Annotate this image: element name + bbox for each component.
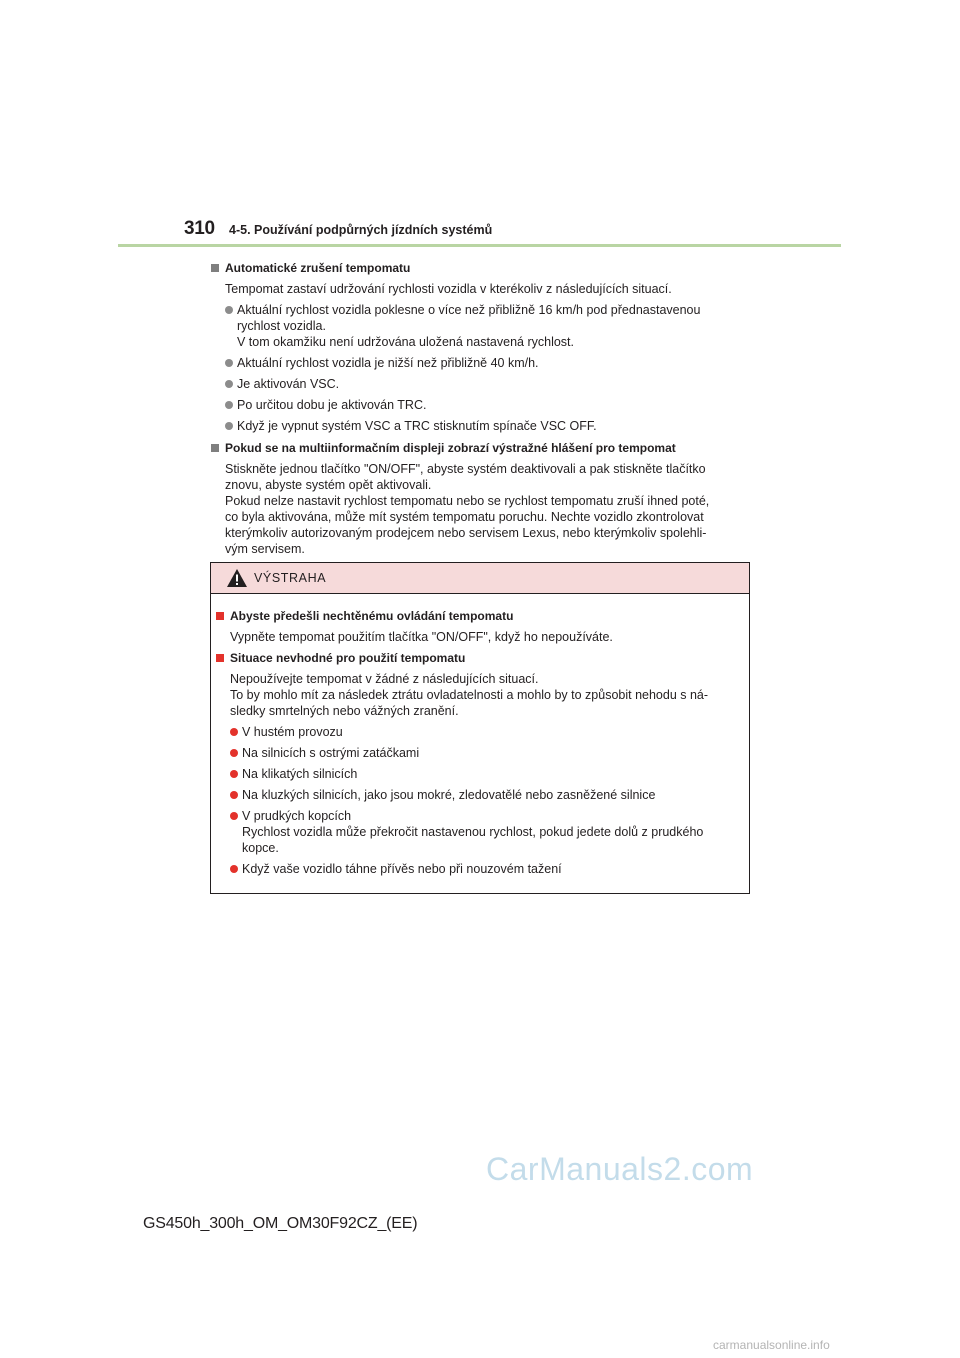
header-rule bbox=[118, 244, 841, 247]
list-item: Když je vypnut systém VSC a TRC stisknutím spínače VSC OFF. bbox=[225, 418, 755, 434]
section-heading-auto-cancel: Automatické zrušení tempomatu bbox=[210, 260, 755, 276]
warning-title: VÝSTRAHA bbox=[254, 571, 327, 585]
round-bullet-icon bbox=[230, 770, 238, 778]
round-bullet-icon bbox=[230, 865, 238, 873]
round-bullet-icon bbox=[230, 812, 238, 820]
warning-heading-situations: Situace nevhodné pro použití tempomatu bbox=[215, 650, 749, 666]
warning-bullet-list bbox=[215, 724, 749, 877]
warning-text: Nepoužívejte tempomat v žádné z následujících situací. To by mohlo mít za následek ztrátu ovladatelnosti a mohlo by to způsobit nehodu s ná- sledky smrtelných nebo vážných zranění. bbox=[230, 672, 709, 718]
document-code: GS450h_300h_OM_OM30F92CZ_(EE) bbox=[143, 1215, 418, 1232]
warning-triangle-icon bbox=[227, 569, 247, 587]
list-item: V prudkých kopcích Rychlost vozidla může překročit nastavenou rychlost, pokud jedete dolů z prudkého kopce. bbox=[230, 808, 749, 856]
round-bullet-icon bbox=[230, 791, 238, 799]
square-bullet-icon bbox=[211, 264, 219, 272]
list-item: Aktuální rychlost vozidla je nižší než přibližně 40 km/h. bbox=[225, 355, 755, 371]
list-item: Na klikatých silnicích bbox=[230, 766, 749, 782]
list-item: V hustém provozu bbox=[230, 724, 749, 740]
warning-text: Vypněte tempomat použitím tlačítka "ON/OFF", když ho nepoužíváte. bbox=[230, 630, 613, 644]
bullet-list bbox=[210, 302, 755, 434]
warning-heading-prevent: Abyste předešli nechtěnému ovládání tempomatu bbox=[215, 608, 749, 624]
round-bullet-icon bbox=[230, 749, 238, 757]
warning-header bbox=[211, 563, 749, 594]
list-item: Je aktivován VSC. bbox=[225, 376, 755, 392]
list-item: Aktuální rychlost vozidla poklesne o více než přibližně 16 km/h pod přednastavenou rychlost vozidla. V tom okamžiku není udržována uložená nastavená rychlost. bbox=[225, 302, 755, 350]
section-intro: Tempomat zastaví udržování rychlosti vozidla v kterékoliv z následujících situací. bbox=[225, 282, 672, 296]
square-bullet-icon bbox=[216, 612, 224, 620]
list-item: Na kluzkých silnicích, jako jsou mokré, zledovatělé nebo zasněžené silnice bbox=[230, 787, 749, 803]
section-heading-warning-message: Pokud se na multiinformačním displeji zobrazí výstražné hlášení pro tempomat bbox=[210, 440, 755, 456]
main-content bbox=[210, 256, 755, 557]
round-bullet-icon bbox=[225, 359, 233, 367]
page-header bbox=[0, 0, 960, 250]
round-bullet-icon bbox=[225, 422, 233, 430]
page-number: 310 bbox=[184, 218, 215, 239]
square-bullet-icon bbox=[216, 654, 224, 662]
round-bullet-icon bbox=[225, 401, 233, 409]
watermark-logo: CarManuals2.com bbox=[486, 1151, 754, 1187]
list-item: Po určitou dobu je aktivován TRC. bbox=[225, 397, 755, 413]
list-item: Na silnicích s ostrými zatáčkami bbox=[230, 745, 749, 761]
round-bullet-icon bbox=[230, 728, 238, 736]
section-body: Stiskněte jednou tlačítko "ON/OFF", abyste systém deaktivovali a pak stiskněte tlačítko znovu, abyste systém opět aktivovali. Pokud nelze nastavit rychlost tempomatu nebo se rychlost tempomatu zruší ihned poté, co byla aktivována, může mít systém tempomatu poruchu. Nechte vozidlo zkontrolovat kterýmkoliv autorizovaným prodejcem nebo servisem Lexus, nebo kterýmkoliv spolehli- vým servisem. bbox=[225, 462, 710, 556]
round-bullet-icon bbox=[225, 380, 233, 388]
warning-box bbox=[210, 562, 750, 894]
watermark-url: carmanualsonline.info bbox=[713, 1338, 830, 1352]
square-bullet-icon bbox=[211, 444, 219, 452]
list-item: Když vaše vozidlo táhne přívěs nebo při nouzovém tažení bbox=[230, 861, 749, 877]
warning-body bbox=[211, 594, 749, 877]
round-bullet-icon bbox=[225, 306, 233, 314]
section-title: 4-5. Používání podpůrných jízdních systémů bbox=[229, 223, 493, 237]
